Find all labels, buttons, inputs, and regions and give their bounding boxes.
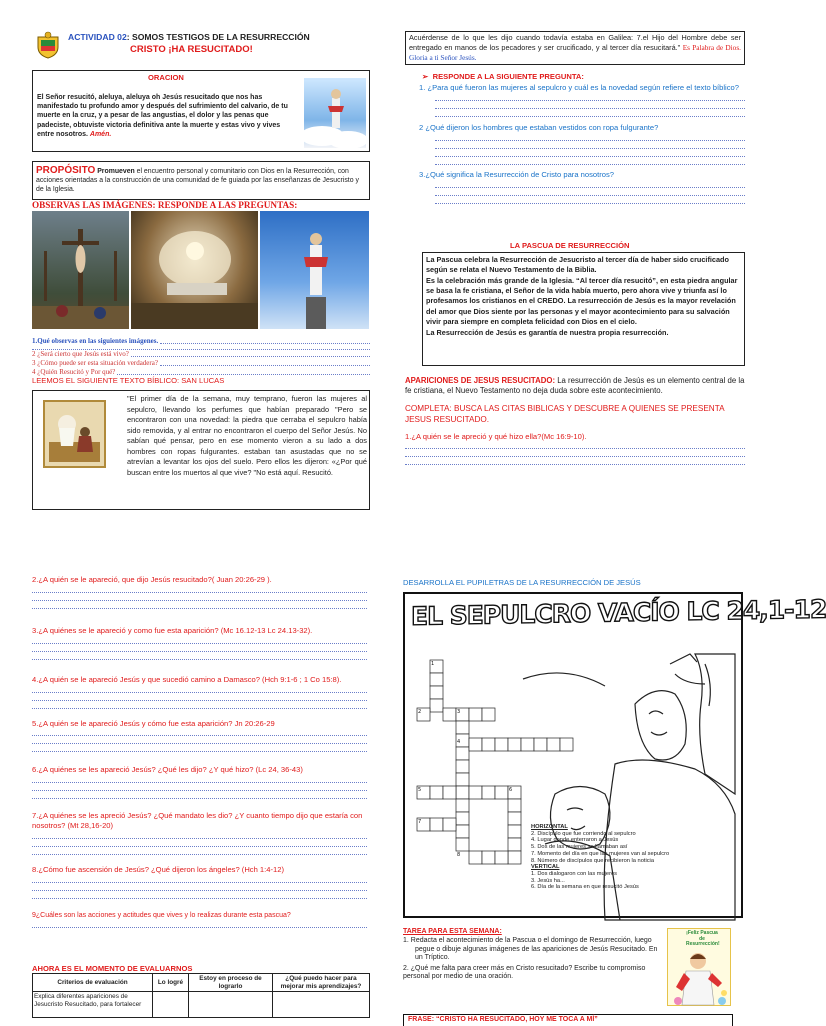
clue-h7: 7. Momento del día en que las mujeres van al sepulcro: [531, 850, 670, 857]
answer-line[interactable]: [32, 602, 367, 609]
eval-header-mejorar: ¿Qué puedo hacer para mejorar mis aprendizajes?: [273, 974, 370, 992]
observa-questions: [32, 337, 370, 377]
answer-line[interactable]: [435, 150, 745, 157]
observa-q3-row: 3 ¿Cómo puede ser esta situación verdadera?: [32, 359, 370, 368]
answer-line[interactable]: [32, 645, 367, 652]
answer-line[interactable]: [435, 110, 745, 117]
answer-line[interactable]: [32, 729, 367, 736]
answer-line[interactable]: [32, 686, 367, 693]
clue-v3: 3. Jesús ha...: [531, 877, 565, 884]
oracion-title: ORACION: [148, 73, 184, 82]
lectura-continuation-box: Acuérdense de lo que les dijo cuando todavía estaba en Galilea: 7.el Hijo del Hombre debe ser entregado en manos de los pecadores y ser crucificado, y al tercer día resucitará." Es Palabra de Dios. Gloria a ti Señor Jesús.: [405, 31, 745, 65]
proposito-verb: Promueven: [97, 168, 135, 175]
responde-questions: [405, 83, 745, 204]
cita-q4: 4.¿A quién se le apareció Jesús y que sucedió camino a Damasco? (Hch 9:1-6 ; 1 Co 15:8).: [32, 674, 342, 684]
answer-line[interactable]: [32, 848, 367, 855]
answer-line[interactable]: [32, 784, 367, 791]
answer-line[interactable]: [435, 158, 745, 165]
cita-q6: 6.¿A quiénes se les apareció Jesús? ¿Qué les dijo? ¿Y qué hizo? (Lc 24, 36-43): [32, 765, 303, 775]
eval-header-criterios: Criterios de evaluación: [33, 974, 153, 992]
apariciones-body: La resurrección de Jesús es un elemento central de la fe cristiana, el Nuevo Testamento no deja duda sobre este acontecimiento.: [405, 376, 745, 396]
tarea-title: TAREA PARA ESTA SEMANA:: [403, 928, 502, 935]
clues-vertical-title: VERTICAL: [531, 864, 560, 871]
school-logo: [34, 31, 62, 59]
clue-h5: 5. Dos de las mujeres se llamaban así: [531, 844, 628, 851]
answer-line[interactable]: [405, 442, 745, 449]
apariciones-block: [405, 376, 745, 465]
answer-line[interactable]: [435, 134, 745, 141]
cita-q2: 2.¿A quién se le apareció, que dijo Jesús resucitado?( Juan 20:26-29 ).: [32, 575, 272, 584]
observa-q2-row: 2 ¿Será cierto que Jesús está vivo?: [32, 350, 370, 359]
observa-title: OBSERVAS LAS IMÁGENES: RESPONDE A LAS PREGUNTAS:: [32, 200, 298, 210]
amen-text: Amén.: [89, 130, 112, 138]
answer-line[interactable]: [405, 458, 745, 465]
lectura-title: LEEMOS EL SIGUIENTE TEXTO BÍBLICO: SAN LUCAS: [32, 376, 225, 385]
tarea-list: [403, 937, 661, 982]
clue-h2: 2. Discípulo que fue corriendo al sepulcro: [531, 830, 636, 837]
frase-box: [403, 1014, 733, 1026]
empty-tomb-image: [131, 211, 258, 329]
frase-text: “CRISTO HA RESUCITADO, HOY ME TOCA A MÍ”: [436, 1016, 598, 1023]
responde-q3: 3.¿Qué significa la Resurrección de Cristo para nosotros?: [419, 169, 614, 179]
page-subtitle: CRISTO ¡HA RESUCITADO!: [130, 44, 253, 55]
oracion-box: [32, 70, 370, 152]
answer-line[interactable]: [32, 884, 367, 891]
sticker-text: ¡Feliz Pascua de Resurrección!: [686, 930, 720, 947]
pascua-title: LA PASCUA DE RESURRECCIÓN: [510, 241, 630, 250]
activity-header: [68, 32, 368, 43]
tarea-item-1: 1. Redacta el acontecimiento de la Pascua o el domingo de Resurrección, luego pegue o dibuje algunas imágenes de las apariciones de Jesús Resucitado. En un Tríptico.: [403, 937, 658, 962]
pupiletras-title: DESARROLLA EL PUPILETRAS DE LA RESURRECCIÓN DE JESÚS: [403, 578, 641, 587]
answer-line[interactable]: [32, 745, 367, 752]
cita-q8: 8.¿Cómo fue ascensión de Jesús? ¿Qué dijeron los ángeles? (Hch 1:4-12): [32, 865, 284, 875]
answer-line[interactable]: [32, 694, 367, 701]
proposito-box: [32, 161, 370, 200]
activity-title: : SOMOS TESTIGOS DE LA RESURRECCIÓN: [126, 32, 310, 42]
grid-number: 7: [418, 819, 422, 825]
answer-line[interactable]: [435, 142, 745, 149]
evaluacion-title: AHORA ES EL MOMENTO DE EVALUARNOS: [32, 964, 193, 973]
answer-line[interactable]: [32, 921, 367, 928]
grid-number: 6: [509, 787, 513, 793]
proposito-body: el encuentro personal y comunitario con Dios en la Resurrección, con acciones orientadas a la construcción de una comunidad de fe guiada por las enseñanzas de Jesucristo y de la Iglesia.: [36, 168, 359, 193]
eval-header-logre: Lo logré: [153, 974, 189, 992]
eval-check-mejorar[interactable]: [273, 992, 370, 1018]
responde-title: ➢ RESPONDE A LA SIGUIENTE PREGUNTA:: [422, 72, 584, 81]
clues-panel: [531, 824, 671, 891]
responde-q2: 2 ¿Qué dijeron los hombres que estaban vestidos con ropa fulgurante?: [419, 122, 659, 132]
grid-number: 5: [418, 787, 422, 793]
responde-q1: 1. ¿Para qué fueron las mujeres al sepulcro y cuál es la novedad según refiere el texto bíblico?: [419, 83, 739, 92]
answer-line[interactable]: [32, 840, 367, 847]
answer-line[interactable]: [32, 594, 367, 601]
answer-line[interactable]: [32, 653, 367, 660]
lectura-box: [32, 390, 370, 510]
clue-v6: 6. Día de la semana en que resucitó Jesús: [531, 884, 639, 891]
risen-christ-image: [260, 211, 369, 329]
observa-q1-row: 1.Qué observas en las siguientes imágenes.: [32, 337, 370, 346]
answer-line[interactable]: [32, 776, 367, 783]
grid-number: 8: [457, 852, 461, 858]
clue-v1: 1. Dos dialogaron con las mujeres: [531, 871, 617, 878]
closing-text: Es Palabra de Dios.: [682, 42, 741, 52]
lectura-text: "El primer día de la semana, muy temprano, fueron las mujeres al sepulcro, llevando los perfumes que habían preparado "Pero se encontraron con una novedad: la piedra que cerraba el sepulcro había sido removida, y al entrar no encontraron el cuerpo del Señor Jesús. No sabían qué pensar, pero en ese momento vieron a su lado a dos hombres con ropas fulgurantes. estaban tan asustadas que no se atrevían a levantar los ojos del suelo. Pero ellos les dijeron: «¿Por qué buscan entre los muertos al que vive? "No está aquí. Resucitó.: [127, 394, 367, 478]
answer-line[interactable]: [435, 181, 745, 188]
grid-number: 1: [431, 661, 435, 667]
cita-q9: 9¿Cuáles son las acciones y actitudes que vives y lo realizas durante esta pascua?: [32, 911, 291, 919]
answer-line[interactable]: [435, 197, 745, 204]
apariciones-title: APARICIONES DE JESUS RESUCITADO:: [405, 376, 556, 385]
clue-h8: 8. Número de discípulos que recibieron la noticia: [531, 857, 654, 864]
easter-sticker: [667, 928, 731, 1006]
answer-line[interactable]: [32, 637, 367, 644]
proposito-label: PROPÓSITO: [36, 165, 96, 176]
completa-instruction: COMPLETA: BUSCA LAS CITAS BIBLICAS Y DESCUBRE A QUIENES SE PRESENTA JESUS RESUCITADO.: [405, 404, 725, 424]
observa-q4-row: 4 ¿Quién Resucitó y Por qué?: [32, 368, 370, 377]
answer-line[interactable]: [32, 876, 367, 883]
jesus-sky-image: [304, 78, 366, 148]
frase-label: FRASE:: [408, 1016, 435, 1023]
answer-line[interactable]: [32, 737, 367, 744]
oracion-body: El Señor resucitó, aleluya, aleluya oh Jesús resucitado que nos has manifestado tu profundo amor y después del sufrimiento del calvario, de tu muerte en la cruz, y a pesar de las angustias, el dolor y las penas que padeciste, obtuviste victoria definitiva ante la muerte y estas vivo y vives entre nosotros. Amén.: [37, 94, 288, 138]
answer-line[interactable]: [32, 586, 367, 593]
pupiletras-banner: EL SEPULCRO VACÍO LC 24,1-12: [411, 594, 826, 631]
closing-text-2: Gloria a ti Señor Jesús.: [409, 52, 477, 62]
cita-q5: 5.¿A quién se le apareció Jesús y cómo fue esta aparición? Jn 20:26-29: [32, 718, 275, 728]
citas-list: [32, 575, 367, 928]
apariciones-q1: 1.¿A quién se le apreció y qué hizo ella?(Mc 16:9-10).: [405, 431, 587, 441]
answer-line[interactable]: [405, 450, 745, 457]
eval-check-proceso[interactable]: [189, 992, 273, 1018]
tarea-item-2: 2. ¿Qué me falta para creer más en Cristo resucitado? Escribe tu compromiso personal por medio de una oración.: [403, 964, 646, 981]
pupiletras-frame: [403, 592, 826, 918]
grid-number: 2: [418, 709, 422, 715]
eval-header-proceso: Estoy en proceso de lograrlo: [189, 974, 273, 992]
pascua-body: La Pascua celebra la Resurrección de Jesucristo al tercer día de haber sido crucificado según se relata el Nuevo Testamento de la Biblia. Es la celebración más grande de la Iglesia. “Al tercer día resucitó”, en esta piedra angular se basa la fe cristiana, el Señor de la vida había muerto, pero ahora vive y triunfa así lo profesamos los cristianos en el CREDO. La resurrección de Jesús es la mayor revelación del amor que Dios siente por las personas y el mayor acontecimiento para su salvación vivir para siempre en completa felicidad con Dios en el cielo. La Resurrección de Jesús es garantía de nuestra propia resurrección.: [426, 255, 738, 337]
answer-line[interactable]: [435, 189, 745, 196]
answer-line[interactable]: [32, 702, 367, 709]
eval-criterio-1: Explica diferentes apariciones de Jesucristo Resucitado, para fortalecer: [33, 992, 153, 1018]
answer-line[interactable]: [32, 792, 367, 799]
clues-horizontal-title: HORIZONTAL: [531, 824, 568, 830]
answer-line[interactable]: [435, 94, 745, 101]
answer-line[interactable]: [32, 892, 367, 899]
answer-line[interactable]: [32, 832, 367, 839]
eval-check-logre[interactable]: [153, 992, 189, 1018]
crucifixion-image: [32, 211, 129, 329]
evaluacion-table: [32, 973, 370, 1018]
clue-h4: 4. Lugar donde enterraron a Jesús: [531, 837, 619, 844]
grid-number: 3: [457, 709, 461, 715]
cita-q7: 7.¿A quiénes se les apreció Jesús? ¿Qué mandato les dio? ¿Y cuanto tiempo dijo que estaría con nosotros? (Mt 28,16-20): [32, 811, 363, 831]
activity-label: ACTIVIDAD 02: [68, 32, 127, 42]
cita-q3: 3.¿A quiénes se le apareció y como fue esta aparición? (Mc 16.12-13 Lc 24.13-32).: [32, 625, 313, 635]
grid-number: 4: [457, 739, 461, 745]
pascua-box: [422, 252, 745, 366]
angel-tomb-illustration: [43, 400, 106, 468]
answer-line[interactable]: [435, 102, 745, 109]
